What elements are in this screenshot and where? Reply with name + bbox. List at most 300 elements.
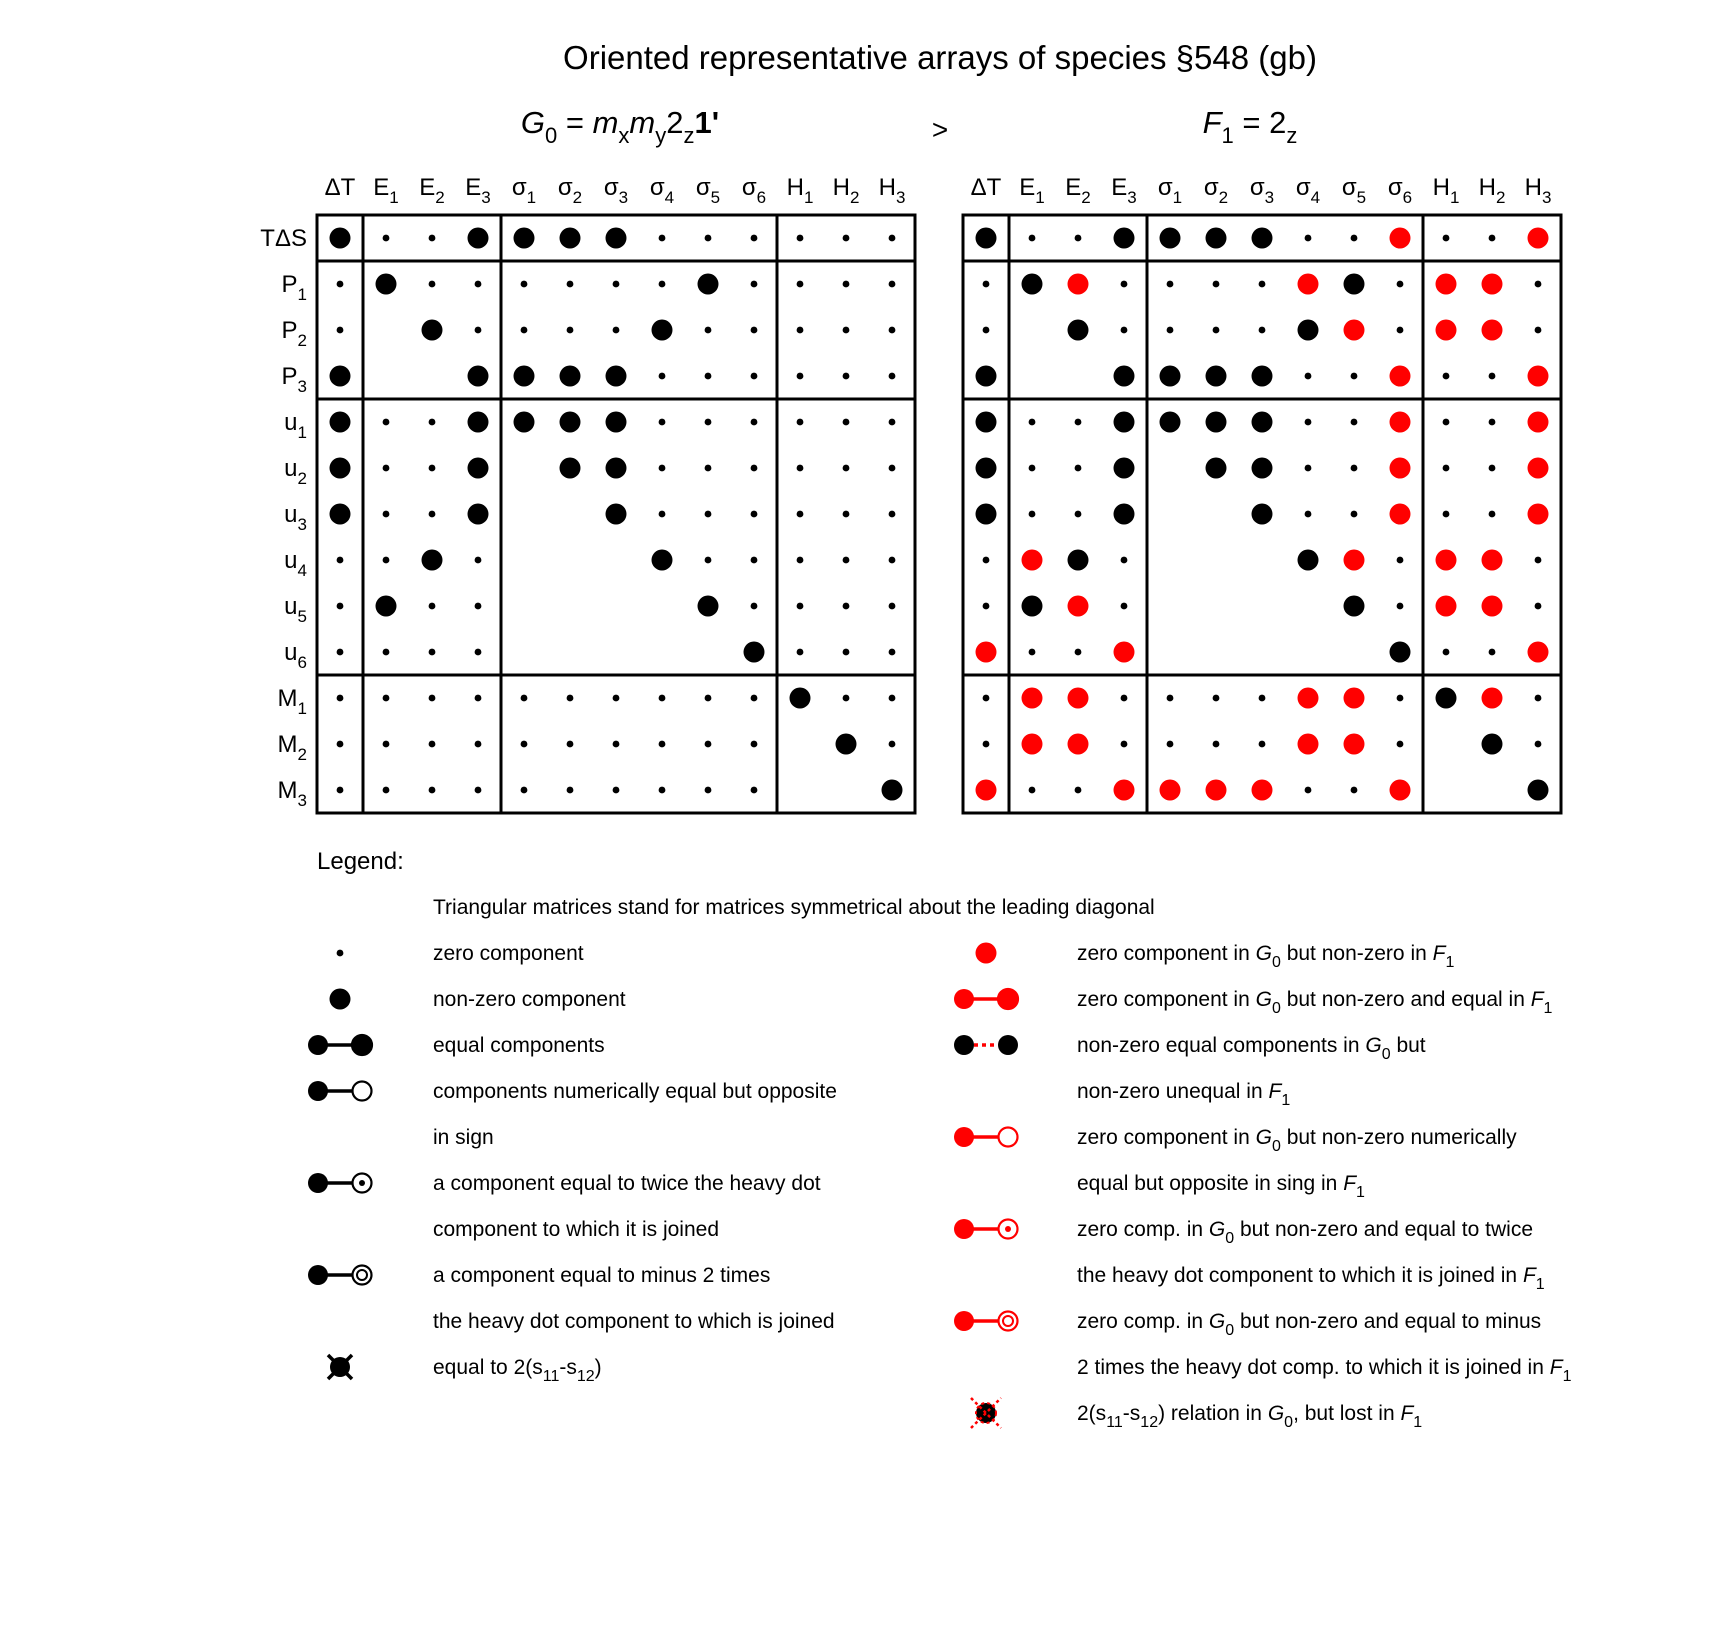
zero-component-dot	[1029, 465, 1036, 472]
zero-component-dot	[475, 787, 482, 794]
zero-component-dot	[521, 695, 528, 702]
zero-component-dot	[1443, 235, 1450, 242]
nonzero-component-dot	[1114, 412, 1135, 433]
zero-component-dot	[983, 327, 990, 334]
zero-component-dot	[1029, 649, 1036, 656]
zero-component-dot	[659, 741, 666, 748]
zero-component-dot	[797, 557, 804, 564]
zero-component-dot	[1121, 741, 1128, 748]
nonzero-component-dot	[976, 458, 997, 479]
zero-component-dot	[1305, 511, 1312, 518]
zero-component-dot	[337, 281, 344, 288]
zero-component-dot	[1121, 281, 1128, 288]
zero-component-dot	[567, 741, 574, 748]
zero-component-dot	[751, 695, 758, 702]
zero-component-dot	[429, 465, 436, 472]
column-label: $E_2$	[419, 174, 445, 207]
new-nonzero-component-dot	[1482, 688, 1503, 709]
zero-component-dot	[1259, 695, 1266, 702]
new-nonzero-component-dot	[1390, 366, 1411, 387]
zero-component-dot	[1443, 373, 1450, 380]
new-nonzero-component-dot	[1528, 504, 1549, 525]
row-label: $u_6$	[284, 639, 307, 672]
nonzero-component-dot	[560, 366, 581, 387]
column-label: $\sigma_3$	[1249, 174, 1275, 207]
zero-component-dot	[1535, 603, 1542, 610]
zero-component-dot	[383, 695, 390, 702]
column-label: $\sigma_5$	[1341, 174, 1367, 207]
nonzero-component-dot	[976, 504, 997, 525]
zero-component-dot	[889, 281, 896, 288]
legend-entry-text: non-zero equal components in $G_0$ but	[1077, 1034, 1426, 1063]
diagram-title: Oriented representative arrays of species §548 (gb)	[563, 39, 1317, 76]
zero-component-dot	[1121, 603, 1128, 610]
zero-component-dot	[983, 557, 990, 564]
zero-component-dot	[1259, 281, 1266, 288]
nonzero-component-dot	[652, 550, 673, 571]
zero-component-dot	[429, 741, 436, 748]
new-nonzero-component-dot	[1298, 274, 1319, 295]
zero-component-dot	[751, 557, 758, 564]
zero-component-dot	[1489, 465, 1496, 472]
nonzero-component-dot	[514, 228, 535, 249]
new-nonzero-component-dot	[1068, 274, 1089, 295]
column-label: $H_2$	[1478, 174, 1506, 207]
zero-component-dot	[1167, 281, 1174, 288]
zero-component-dot	[521, 787, 528, 794]
new-nonzero-component-dot	[976, 642, 997, 663]
new-nonzero-component-dot	[1482, 274, 1503, 295]
legend-entry-text: the heavy dot component to which is joined	[433, 1310, 835, 1333]
legend-symbol-cross	[328, 1355, 352, 1379]
new-nonzero-component-dot	[976, 780, 997, 801]
left-group-header: $G_0 = m_xm_y2_z1'$	[520, 105, 720, 148]
zero-component-dot	[705, 373, 712, 380]
zero-component-dot	[659, 281, 666, 288]
zero-component-dot	[1351, 373, 1358, 380]
nonzero-component-dot	[330, 412, 351, 433]
new-nonzero-component-dot	[1436, 550, 1457, 571]
zero-component-dot	[705, 327, 712, 334]
nonzero-component-dot	[1160, 412, 1181, 433]
zero-component-dot	[1397, 741, 1404, 748]
nonzero-component-dot	[468, 458, 489, 479]
nonzero-component-dot	[698, 596, 719, 617]
zero-component-dot	[797, 419, 804, 426]
nonzero-component-dot	[422, 550, 443, 571]
zero-component-dot	[983, 695, 990, 702]
nonzero-component-dot	[1252, 504, 1273, 525]
legend-entry-text: a component equal to twice the heavy dot	[433, 1172, 821, 1195]
new-nonzero-component-dot	[1160, 780, 1181, 801]
zero-component-dot	[843, 557, 850, 564]
zero-component-dot	[797, 511, 804, 518]
legend-entry-text: zero component in $G_0$ but non-zero and equal in $F_1$	[1077, 988, 1553, 1017]
zero-component-dot	[1535, 281, 1542, 288]
nonzero-component-dot	[1482, 734, 1503, 755]
zero-component-dot	[567, 327, 574, 334]
zero-component-dot	[1259, 741, 1266, 748]
zero-component-dot	[797, 603, 804, 610]
zero-component-dot	[843, 327, 850, 334]
nonzero-component-dot	[560, 412, 581, 433]
new-nonzero-component-dot	[1528, 412, 1549, 433]
new-nonzero-component-dot	[1436, 320, 1457, 341]
zero-component-dot	[1029, 235, 1036, 242]
zero-component-dot	[521, 741, 528, 748]
column-label: $\sigma_4$	[1295, 174, 1321, 207]
column-label: $E_3$	[465, 174, 491, 207]
zero-component-dot	[659, 419, 666, 426]
nonzero-component-dot	[606, 412, 627, 433]
zero-component-dot	[1305, 465, 1312, 472]
column-label: ΔT	[970, 174, 1002, 201]
nonzero-component-dot	[1114, 228, 1135, 249]
zero-component-dot	[383, 649, 390, 656]
zero-component-dot	[383, 511, 390, 518]
legend-heading: Legend:	[317, 848, 404, 875]
nonzero-component-dot	[514, 412, 535, 433]
zero-component-dot	[567, 787, 574, 794]
zero-component-dot	[337, 787, 344, 794]
column-label: $H_1$	[786, 174, 814, 207]
zero-component-dot	[337, 649, 344, 656]
zero-component-dot	[1075, 649, 1082, 656]
nonzero-component-dot	[468, 504, 489, 525]
zero-component-dot	[1443, 649, 1450, 656]
column-label: $H_2$	[832, 174, 860, 207]
zero-component-dot	[889, 327, 896, 334]
zero-component-dot	[337, 557, 344, 564]
legend-entry-text: 2 times the heavy dot comp. to which it is joined in $F_1$	[1077, 1356, 1572, 1385]
zero-component-dot	[889, 235, 896, 242]
new-nonzero-component-dot	[1436, 596, 1457, 617]
zero-component-dot	[889, 419, 896, 426]
zero-component-dot	[659, 787, 666, 794]
nonzero-component-dot	[606, 458, 627, 479]
column-label: $\sigma_1$	[511, 174, 537, 207]
zero-component-dot	[659, 465, 666, 472]
new-nonzero-component-dot	[1482, 596, 1503, 617]
legend-note: Triangular matrices stand for matrices symmetrical about the leading diagonal	[433, 896, 1155, 919]
zero-component-dot	[889, 557, 896, 564]
nonzero-component-dot	[468, 412, 489, 433]
zero-component-dot	[475, 557, 482, 564]
new-nonzero-component-dot	[1528, 228, 1549, 249]
column-label: $H_3$	[1524, 174, 1552, 207]
zero-component-dot	[1351, 235, 1358, 242]
nonzero-component-dot	[976, 412, 997, 433]
zero-component-dot	[751, 327, 758, 334]
nonzero-component-dot	[1160, 366, 1181, 387]
zero-component-dot	[1489, 649, 1496, 656]
zero-component-dot	[843, 649, 850, 656]
zero-component-dot	[797, 235, 804, 242]
zero-component-dot	[751, 511, 758, 518]
zero-component-dot	[1167, 695, 1174, 702]
zero-component-dot	[843, 419, 850, 426]
row-label: $u_3$	[284, 501, 307, 534]
nonzero-component-dot	[976, 366, 997, 387]
zero-component-dot	[521, 281, 528, 288]
nonzero-component-dot	[1114, 458, 1135, 479]
zero-component-dot	[1535, 327, 1542, 334]
legend-entry-text: $2(s_{11}-s_{12})$ relation in $G_0$, but lost in $F_1$	[1077, 1402, 1423, 1431]
column-label: $\sigma_3$	[603, 174, 629, 207]
zero-component-dot	[1397, 695, 1404, 702]
comparison-symbol: >	[931, 114, 949, 145]
new-nonzero-component-dot	[1344, 320, 1365, 341]
row-label: $u_2$	[284, 455, 307, 488]
zero-component-dot	[983, 603, 990, 610]
nonzero-component-dot	[976, 228, 997, 249]
new-nonzero-component-dot	[1344, 688, 1365, 709]
new-nonzero-component-dot	[1068, 596, 1089, 617]
zero-component-dot	[1167, 327, 1174, 334]
new-nonzero-component-dot	[1344, 550, 1365, 571]
zero-component-dot	[751, 373, 758, 380]
new-nonzero-component-dot	[1114, 642, 1135, 663]
column-label: $E_1$	[373, 174, 399, 207]
zero-component-dot	[705, 419, 712, 426]
zero-component-dot	[613, 281, 620, 288]
legend-entry-text: non-zero unequal in $F_1$	[1077, 1080, 1291, 1109]
nonzero-component-dot	[422, 320, 443, 341]
zero-component-dot	[337, 695, 344, 702]
zero-component-dot	[1305, 373, 1312, 380]
column-label: $\sigma_4$	[649, 174, 675, 207]
nonzero-component-dot	[1252, 366, 1273, 387]
zero-component-dot	[1029, 419, 1036, 426]
legend-entry-text: equal to $2(s_{11}-s_{12})$	[433, 1356, 602, 1385]
column-label: ΔT	[324, 174, 356, 201]
nonzero-component-dot	[376, 274, 397, 295]
zero-component-dot	[751, 603, 758, 610]
zero-component-dot	[843, 373, 850, 380]
zero-component-dot	[1075, 465, 1082, 472]
zero-component-dot	[429, 235, 436, 242]
column-label: $\sigma_2$	[1203, 174, 1229, 207]
zero-component-dot	[1397, 281, 1404, 288]
zero-component-dot	[1167, 741, 1174, 748]
zero-component-dot	[751, 281, 758, 288]
new-nonzero-component-dot	[1390, 412, 1411, 433]
zero-component-dot	[843, 695, 850, 702]
nonzero-component-dot	[468, 366, 489, 387]
zero-component-dot	[1397, 603, 1404, 610]
nonzero-component-dot	[1436, 688, 1457, 709]
zero-component-dot	[1213, 695, 1220, 702]
zero-component-dot	[659, 373, 666, 380]
zero-component-dot	[659, 695, 666, 702]
zero-component-dot	[475, 603, 482, 610]
nonzero-component-dot	[514, 366, 535, 387]
legend-entry-text: zero comp. in $G_0$ but non-zero and equal to twice	[1077, 1218, 1534, 1247]
row-label: $P_1$	[281, 271, 307, 304]
zero-component-dot	[475, 327, 482, 334]
new-nonzero-component-dot	[1114, 780, 1135, 801]
new-nonzero-component-dot	[1390, 228, 1411, 249]
zero-component-dot	[383, 419, 390, 426]
zero-component-dot	[659, 235, 666, 242]
column-label: $E_2$	[1065, 174, 1091, 207]
zero-component-dot	[843, 511, 850, 518]
zero-component-dot	[1443, 465, 1450, 472]
zero-component-dot	[797, 281, 804, 288]
legend-symbol-zero	[337, 950, 344, 957]
legend-entry-text: zero component	[433, 942, 584, 965]
zero-component-dot	[1075, 787, 1082, 794]
column-label: $\sigma_1$	[1157, 174, 1183, 207]
nonzero-component-dot	[1022, 596, 1043, 617]
new-nonzero-component-dot	[1390, 458, 1411, 479]
column-label: $\sigma_6$	[1387, 174, 1413, 207]
nonzero-component-dot	[468, 228, 489, 249]
zero-component-dot	[797, 649, 804, 656]
zero-component-dot	[983, 281, 990, 288]
new-nonzero-component-dot	[1390, 504, 1411, 525]
nonzero-component-dot	[698, 274, 719, 295]
row-label: $u_5$	[284, 593, 307, 626]
zero-component-dot	[383, 235, 390, 242]
row-label: $M_1$	[277, 685, 307, 718]
legend-entry-text: non-zero component	[433, 988, 626, 1011]
zero-component-dot	[1305, 235, 1312, 242]
nonzero-component-dot	[330, 228, 351, 249]
nonzero-component-dot	[882, 780, 903, 801]
zero-component-dot	[1075, 235, 1082, 242]
nonzero-component-dot	[1252, 412, 1273, 433]
zero-component-dot	[1305, 787, 1312, 794]
column-label: $\sigma_5$	[695, 174, 721, 207]
column-label: $\sigma_2$	[557, 174, 583, 207]
row-label: TΔS	[260, 225, 307, 252]
zero-component-dot	[1351, 787, 1358, 794]
row-label: $u_4$	[284, 547, 307, 580]
new-nonzero-component-dot	[1482, 320, 1503, 341]
zero-component-dot	[889, 649, 896, 656]
zero-component-dot	[1351, 419, 1358, 426]
nonzero-component-dot	[1390, 642, 1411, 663]
nonzero-component-dot	[560, 458, 581, 479]
new-nonzero-component-dot	[1022, 550, 1043, 571]
nonzero-component-dot	[1206, 458, 1227, 479]
zero-component-dot	[1121, 327, 1128, 334]
row-label: $u_1$	[284, 409, 307, 442]
legend-entry-text: component to which it is joined	[433, 1218, 719, 1241]
zero-component-dot	[751, 787, 758, 794]
zero-component-dot	[429, 649, 436, 656]
new-nonzero-component-dot	[1344, 734, 1365, 755]
zero-component-dot	[751, 235, 758, 242]
nonzero-component-dot	[1160, 228, 1181, 249]
zero-component-dot	[613, 695, 620, 702]
nonzero-component-dot	[1252, 228, 1273, 249]
nonzero-component-dot	[606, 504, 627, 525]
legend-entry-text: equal but opposite in sing in $F_1$	[1077, 1172, 1365, 1201]
zero-component-dot	[1397, 557, 1404, 564]
zero-component-dot	[843, 281, 850, 288]
zero-component-dot	[705, 695, 712, 702]
nonzero-component-dot	[1022, 274, 1043, 295]
zero-component-dot	[383, 741, 390, 748]
zero-component-dot	[1121, 695, 1128, 702]
zero-component-dot	[889, 695, 896, 702]
zero-component-dot	[1213, 281, 1220, 288]
zero-component-dot	[429, 695, 436, 702]
zero-component-dot	[705, 787, 712, 794]
zero-component-dot	[429, 419, 436, 426]
zero-component-dot	[889, 741, 896, 748]
nonzero-component-dot	[744, 642, 765, 663]
zero-component-dot	[843, 603, 850, 610]
zero-component-dot	[1489, 235, 1496, 242]
new-nonzero-component-dot	[1022, 734, 1043, 755]
zero-component-dot	[1029, 787, 1036, 794]
zero-component-dot	[429, 787, 436, 794]
legend-entry-text: the heavy dot component to which it is joined in $F_1$	[1077, 1264, 1545, 1293]
zero-component-dot	[889, 603, 896, 610]
zero-component-dot	[475, 695, 482, 702]
zero-component-dot	[705, 557, 712, 564]
column-label: $H_1$	[1432, 174, 1460, 207]
zero-component-dot	[659, 511, 666, 518]
zero-component-dot	[1443, 419, 1450, 426]
zero-component-dot	[475, 649, 482, 656]
zero-component-dot	[1213, 327, 1220, 334]
legend-entry-text: equal components	[433, 1034, 605, 1057]
column-label: $H_3$	[878, 174, 906, 207]
legend-symbol-nonzero	[330, 989, 351, 1010]
zero-component-dot	[1397, 327, 1404, 334]
new-nonzero-component-dot	[1068, 734, 1089, 755]
column-label: $E_3$	[1111, 174, 1137, 207]
nonzero-component-dot	[1114, 504, 1135, 525]
zero-component-dot	[613, 741, 620, 748]
legend-entry-text: in sign	[433, 1126, 494, 1149]
legend-entry-text: zero component in $G_0$ but non-zero numerically	[1077, 1126, 1517, 1155]
nonzero-component-dot	[330, 366, 351, 387]
zero-component-dot	[705, 741, 712, 748]
nonzero-component-dot	[1114, 366, 1135, 387]
new-nonzero-component-dot	[1436, 274, 1457, 295]
nonzero-component-dot	[330, 458, 351, 479]
nonzero-component-dot	[1344, 596, 1365, 617]
zero-component-dot	[751, 465, 758, 472]
zero-component-dot	[705, 511, 712, 518]
zero-component-dot	[797, 327, 804, 334]
zero-component-dot	[383, 557, 390, 564]
zero-component-dot	[1351, 465, 1358, 472]
nonzero-component-dot	[606, 366, 627, 387]
zero-component-dot	[1489, 419, 1496, 426]
new-nonzero-component-dot	[1528, 642, 1549, 663]
zero-component-dot	[521, 327, 528, 334]
nonzero-component-dot	[1206, 412, 1227, 433]
new-nonzero-component-dot	[1390, 780, 1411, 801]
nonzero-component-dot	[330, 504, 351, 525]
zero-component-dot	[429, 603, 436, 610]
zero-component-dot	[567, 695, 574, 702]
nonzero-component-dot	[1252, 458, 1273, 479]
zero-component-dot	[797, 373, 804, 380]
nonzero-component-dot	[1298, 550, 1319, 571]
new-nonzero-component-dot	[1298, 688, 1319, 709]
new-nonzero-component-dot	[1068, 688, 1089, 709]
zero-component-dot	[843, 235, 850, 242]
zero-component-dot	[1259, 327, 1266, 334]
nonzero-component-dot	[1206, 228, 1227, 249]
